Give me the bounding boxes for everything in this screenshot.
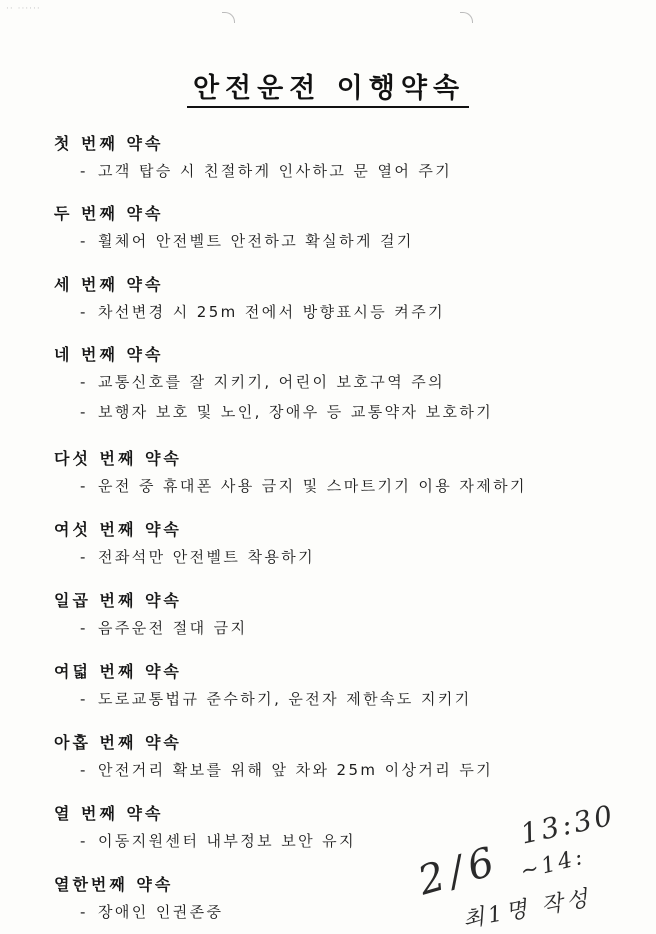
- promise-heading: 여섯 번째 약속: [54, 520, 182, 539]
- promise-section-2: [54, 202, 624, 256]
- promise-section-6: [54, 518, 624, 572]
- promise-item-text: 안전거리 확보를 위해 앞 차와 25m 이상거리 두기: [98, 761, 494, 779]
- promise-section-7: [54, 589, 624, 643]
- promise-item: [80, 471, 624, 501]
- promise-section-9: [54, 731, 624, 785]
- item-dash: -: [80, 162, 88, 180]
- promise-item-text: 차선변경 시 25m 전에서 방향표시등 켜주기: [98, 303, 445, 321]
- item-dash: -: [80, 303, 88, 321]
- handwritten-date: 2/6: [413, 837, 506, 905]
- promise-heading: 네 번째 약속: [54, 345, 164, 364]
- scan-punch-mark-right: [460, 12, 473, 23]
- promise-heading: 세 번째 약속: [54, 275, 164, 294]
- promise-heading: 열 번째 약속: [54, 804, 164, 823]
- promise-item-text: 전좌석만 안전벨트 착용하기: [98, 548, 316, 566]
- item-dash: -: [80, 232, 88, 250]
- scan-corner-mark: ·· ······: [6, 4, 41, 14]
- promise-section-5: [54, 447, 624, 501]
- promise-item: [80, 684, 624, 714]
- promise-item: [80, 226, 624, 256]
- promise-heading: 일곱 번째 약속: [54, 591, 182, 610]
- promise-item-text: 휠체어 안전벨트 안전하고 확실하게 걸기: [98, 232, 414, 250]
- item-dash: -: [80, 832, 88, 850]
- promise-item: [80, 297, 624, 327]
- promise-heading: 두 번째 약속: [54, 204, 164, 223]
- promise-item-text: 음주운전 절대 금지: [98, 619, 248, 637]
- handwritten-signature: 최1명 작성: [461, 885, 594, 934]
- promise-item-text: 장애인 인권존중: [98, 903, 224, 921]
- promise-section-8: [54, 660, 624, 714]
- promise-heading: 여덟 번째 약속: [54, 662, 182, 681]
- promise-item: [80, 367, 624, 397]
- document-title: 안전운전 이행약속: [187, 73, 469, 108]
- item-dash: -: [80, 373, 88, 391]
- promise-section-1: [54, 132, 624, 186]
- promise-section-3: [54, 273, 624, 327]
- item-dash: -: [80, 548, 88, 566]
- promise-item: [80, 613, 624, 643]
- item-dash: -: [80, 903, 88, 921]
- promise-heading: 아홉 번째 약속: [54, 733, 182, 752]
- promise-item-text: 도로교통법규 준수하기, 운전자 제한속도 지키기: [98, 690, 472, 708]
- promise-heading: 다섯 번째 약속: [54, 449, 182, 468]
- promise-item: [80, 397, 624, 427]
- promise-item-text: 이동지원센터 내부정보 보안 유지: [98, 832, 356, 850]
- promise-heading: 열한번째 약속: [54, 875, 174, 894]
- item-dash: -: [80, 477, 88, 495]
- promise-item-text: 고객 탑승 시 친절하게 인사하고 문 열어 주기: [98, 162, 453, 180]
- handwritten-end-time: ~14:: [517, 844, 588, 885]
- promise-item: [80, 755, 624, 785]
- scan-punch-mark-left: [222, 12, 235, 23]
- promise-item: [80, 156, 624, 186]
- promise-heading: 첫 번째 약속: [54, 134, 164, 153]
- document-title-container: [0, 66, 656, 105]
- promise-section-4: [54, 343, 624, 427]
- promise-item-text: 운전 중 휴대폰 사용 금지 및 스마트기기 이용 자제하기: [98, 477, 527, 495]
- promise-item: [80, 542, 624, 572]
- promise-item-text: 교통신호를 잘 지키기, 어린이 보호구역 주의: [98, 373, 446, 391]
- promise-item-text: 보행자 보호 및 노인, 장애우 등 교통약자 보호하기: [98, 403, 494, 421]
- item-dash: -: [80, 690, 88, 708]
- handwritten-start-time: 13:30: [517, 798, 619, 851]
- item-dash: -: [80, 619, 88, 637]
- item-dash: -: [80, 403, 88, 421]
- item-dash: -: [80, 761, 88, 779]
